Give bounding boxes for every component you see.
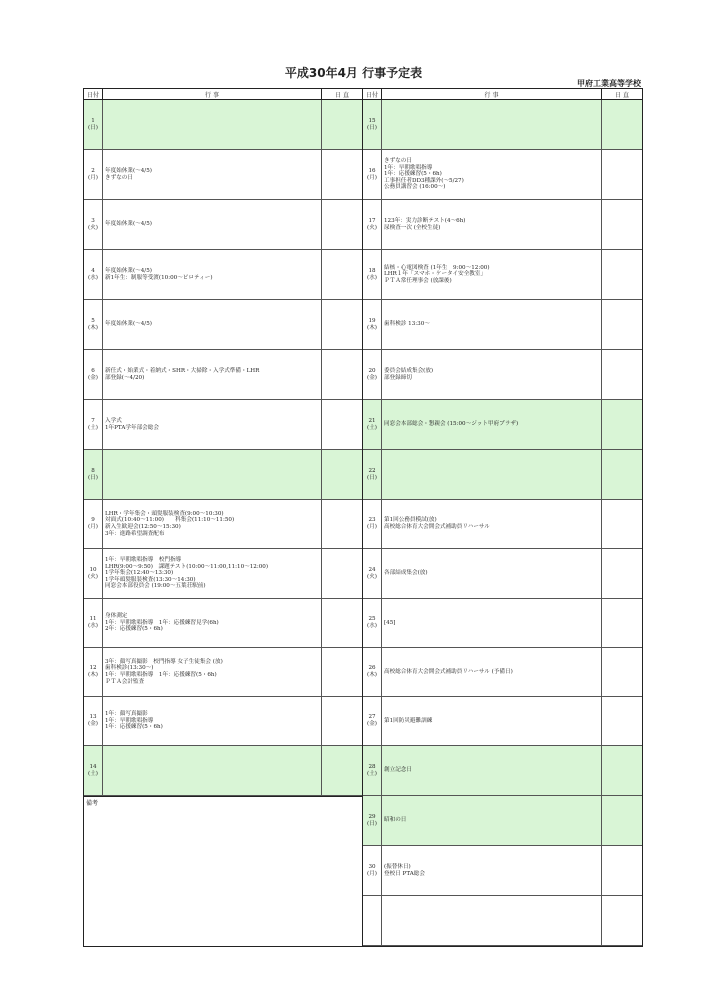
event-cell [103,746,322,795]
duty-cell [322,400,362,449]
date-cell [363,846,382,895]
event-cell [382,746,602,795]
weekday: (火) [367,224,377,231]
event-line: 1年：顔写真撮影 [105,711,148,718]
day-number: 15 [368,117,376,124]
event-cell [103,648,322,696]
duty-cell [602,746,642,795]
left-rows [84,100,362,796]
duty-cell [602,150,642,199]
event-line: LHR・学年集会・頭髪服装検査(9:00～10:30) [105,510,224,517]
date-cell [84,150,103,199]
date-cell [84,200,103,249]
event-line: 歯科検診(13:30～) [105,665,154,672]
duty-cell [322,300,362,349]
event-line: 創立記念日 [384,767,412,774]
event-line: きずなの日 [105,174,133,181]
header-event: 行 事 [103,89,322,99]
table-row [84,746,362,796]
event-line: 部登録(～4/20) [105,374,145,381]
event-cell [382,300,602,349]
event-cell [382,697,602,745]
event-cell [103,250,322,299]
header-event: 行 事 [382,89,602,99]
event-line: 第1回防災避難訓練 [384,717,433,724]
event-line: 身体測定 [105,613,128,620]
event-cell [103,450,322,499]
date-cell [363,300,382,349]
event-cell [103,697,322,745]
weekday: (日) [88,474,98,481]
event-line: 1年：応援練習(5・6h) [105,724,163,731]
event-line: 新1年生：制服等受渡(10:00～ピロティー) [105,274,213,281]
event-cell [382,500,602,548]
table-row [363,846,642,896]
date-cell [84,350,103,399]
event-line: 年度始休業(～4/5) [105,267,152,274]
duty-cell [602,200,642,249]
date-cell [363,648,382,696]
date-cell [363,896,382,945]
event-line: 新入生歓迎会(12:50～15:30) [105,524,181,530]
duty-cell [602,400,642,449]
table-row [84,549,362,599]
table-row [363,746,642,796]
table-row [363,648,642,697]
duty-cell [602,549,642,598]
date-cell [363,200,382,249]
date-cell [363,450,382,499]
weekday: (火) [88,573,98,580]
table-row [363,250,642,300]
day-number: 17 [368,217,376,224]
table-row [84,697,362,746]
day-number: 27 [368,714,376,721]
duty-cell [602,896,642,945]
event-cell [382,100,602,149]
duty-cell [322,250,362,299]
date-cell [84,500,103,548]
event-line: きずなの日 [384,158,412,165]
table-row [84,350,362,400]
event-line: 部登録締切 [384,374,412,381]
event-line: 歯科検診 13:30～ [384,321,430,328]
table-row [363,796,642,846]
event-line: 入学式 [105,417,122,424]
duty-cell [602,648,642,696]
table-row [363,500,642,549]
weekday: (木) [88,324,98,331]
duty-cell [602,250,642,299]
school-name: 甲府工業高等学校 [577,79,641,88]
weekday: (水) [367,623,377,629]
table-row [363,896,642,946]
header-duty: 日 直 [335,91,349,99]
duty-cell [602,300,642,349]
schedule-table-left [83,88,363,947]
event-line: 委員会結成集会(放) [384,367,434,374]
day-number: 10 [89,566,97,573]
weekday: (火) [367,573,377,580]
event-line: 1年PTA学年部会総会 [105,424,159,431]
duty-cell [602,100,642,149]
event-cell [103,150,322,199]
table-row [363,150,642,200]
table-row [363,400,642,450]
table-header [363,89,642,100]
day-number: 7 [91,417,95,424]
date-cell [363,150,382,199]
day-number: 12 [89,665,97,672]
day-number: 16 [368,167,376,174]
weekday: (月) [88,174,98,181]
date-cell [84,746,103,795]
event-cell [382,450,602,499]
day-number: 22 [368,467,376,474]
table-row [84,100,362,150]
day-number: 24 [368,566,376,573]
day-number: 1 [91,117,95,124]
weekday: (土) [367,770,377,777]
weekday: (金) [88,374,98,381]
duty-cell [322,200,362,249]
date-cell [84,599,103,647]
duty-cell [322,500,362,548]
weekday: (日) [367,124,377,131]
table-row [363,100,642,150]
weekday: (木) [367,672,377,678]
event-line: 各部結成集会(放) [384,570,428,577]
duty-cell [602,796,642,845]
event-line: 同窓会本部役員会 (19:00～五葉荘駅前) [105,583,206,590]
weekday: (日) [88,124,98,131]
event-cell [103,350,322,399]
weekday: (金) [367,374,377,381]
table-row [84,599,362,648]
event-line: 1年：早朝歌唱指導 [105,717,154,724]
day-number: 26 [368,665,376,672]
day-number: 6 [91,367,95,374]
table-row [84,648,362,697]
date-cell [84,250,103,299]
day-number: 23 [368,517,376,524]
table-row [363,450,642,500]
weekday: (木) [88,672,98,678]
day-number: 11 [89,616,97,623]
day-number: 20 [368,367,376,374]
day-number: 13 [89,714,97,721]
date-cell [84,549,103,598]
date-cell [363,350,382,399]
day-number: 3 [91,217,95,224]
table-row [363,200,642,250]
event-line: [45] [384,619,396,626]
table-row [363,549,642,599]
event-cell [382,796,602,845]
event-line: 123年：実力診断テスト(4～6h) [384,217,466,224]
event-line: 対面式(10:40～11:00) 科集会(11:10～11:50) [105,517,235,524]
weekday: (水) [88,623,98,629]
duty-cell [322,150,362,199]
event-line: 年度始休業(～4/5) [105,221,152,228]
date-cell [363,746,382,795]
day-number: 19 [368,317,376,324]
event-line: 年度始休業(～4/5) [105,167,152,174]
duty-cell [602,846,642,895]
weekday: (日) [367,474,377,481]
event-cell [382,896,602,945]
day-number: 9 [91,517,95,524]
event-line: 1年：早朝歌唱指導 1年：応援練習(5・6h) [105,672,217,678]
event-line: 1年：応援練習(5・6h) [384,171,442,178]
event-line: 結核・心電図検査 (1年生 9:00～12:00) [384,264,490,271]
table-row [363,300,642,350]
duty-cell [322,100,362,149]
table-row [84,500,362,549]
event-line: ＰＴＡ常任理事会 (放課後) [384,277,452,284]
event-line: 第1回公務員模試(放) [384,517,437,524]
notes-area [84,796,362,946]
duty-cell [602,450,642,499]
duty-cell [322,648,362,696]
weekday: (木) [367,324,377,331]
duty-cell [602,500,642,548]
event-cell [103,549,322,598]
table-row [84,250,362,300]
duty-cell [602,697,642,745]
event-cell [382,250,602,299]
weekday: (月) [367,870,377,877]
date-cell [363,500,382,548]
event-line: 1年：早朝歌唱指導 [384,164,433,171]
date-cell [363,549,382,598]
day-number: 18 [368,267,376,274]
event-line: 1学年頭髪服装検査(13:30～14:30) [105,576,196,583]
date-cell [84,450,103,499]
right-rows [363,100,642,946]
event-cell [103,100,322,149]
event-cell [382,150,602,199]
date-cell [84,648,103,696]
event-line: LHR１年「スマホ・ケータイ安全教室」 [384,271,487,278]
table-row [84,150,362,200]
event-line: 昭和の日 [384,817,407,824]
event-line: 3年：顔写真撮影 校門指導 女子生徒集会 (放) [105,658,223,665]
table-header [84,89,362,100]
weekday: (月) [367,524,377,530]
header-date: 日付 [84,89,103,99]
event-line: 高校総合体育大会開会式補助員リハーサル (予備日) [384,668,513,675]
event-cell [103,200,322,249]
table-row [84,300,362,350]
day-number: 25 [368,616,376,623]
event-cell [382,200,602,249]
weekday: (火) [88,224,98,231]
duty-cell [322,599,362,647]
date-cell [363,796,382,845]
page-title: 平成30年4月 行事予定表 [284,66,423,80]
event-cell [382,400,602,449]
date-cell [84,400,103,449]
table-row [363,599,642,648]
date-cell [363,400,382,449]
duty-cell [322,697,362,745]
event-cell [103,500,322,548]
date-cell [363,599,382,647]
event-line: 2年：応援練習(5・6h) [105,626,163,633]
event-cell [382,549,602,598]
table-row [363,350,642,400]
event-line: 1年：早朝歌唱指導 1年：応援練習見学(6h) [105,619,219,626]
day-number: 21 [368,417,376,424]
duty-cell [602,599,642,647]
weekday: (日) [367,820,377,827]
table-row [363,697,642,746]
day-number: 4 [91,267,95,274]
header-duty: 日 直 [615,91,629,99]
duty-cell [322,450,362,499]
table-row [84,400,362,450]
schedule-table-right [363,88,643,947]
day-number: 28 [368,763,376,770]
event-line: LHR(9:00～9:50) 課題テスト(10:00～11:00,11:10～12:00) [105,563,269,570]
weekday: (水) [367,274,377,281]
weekday: (金) [367,721,377,727]
duty-cell [322,549,362,598]
event-line: 新任式・始業式・着納式・SHR・大掃除・入学式準備・LHR [105,367,260,374]
event-line: 1年：早朝歌唱指導 校門指導 [105,557,182,564]
day-number: 29 [368,813,376,820]
event-line: 公務員講習会 (16:00～) [384,184,446,191]
event-line: 1学年集会(12:40～13:30) [105,570,174,577]
day-number: 2 [91,167,95,174]
day-number: 30 [368,863,376,870]
weekday: (土) [88,770,98,777]
table-row [84,200,362,250]
table-row [84,450,362,500]
event-cell [103,400,322,449]
date-cell [84,697,103,745]
weekday: (金) [88,721,98,727]
weekday: (月) [88,524,98,530]
event-line: ＰＴＡ会計監査 [105,678,145,685]
event-cell [382,350,602,399]
weekday: (土) [88,424,98,431]
event-cell [103,300,322,349]
event-line: 工事担任者DD3種課外(～5/27) [384,177,464,184]
weekday: (土) [367,424,377,431]
event-line: 尿検査一次 (全校生徒) [384,224,441,231]
date-cell [363,100,382,149]
event-line: 高校総合体育大会開会式補助員リハーサル [384,524,490,530]
event-cell [103,599,322,647]
event-cell [382,648,602,696]
day-number: 8 [91,467,95,474]
event-cell [382,599,602,647]
day-number: 5 [91,317,95,324]
date-cell [363,250,382,299]
event-line: 年度始休業(～4/5) [105,321,152,328]
date-cell [84,300,103,349]
date-cell [84,100,103,149]
date-cell [363,697,382,745]
duty-cell [322,746,362,795]
duty-cell [322,350,362,399]
event-line: 同窓会本部総会・懇親会 (15:00～ジット甲府プラザ) [384,421,519,428]
notes-label: 備考 [86,800,99,807]
event-cell [382,846,602,895]
day-number: 14 [89,763,97,770]
event-line: (振替休日) [384,863,411,870]
weekday: (月) [367,174,377,181]
event-line: 登校日 PTA総会 [384,870,425,877]
header-date: 日付 [363,89,382,99]
event-line: 3年：進路希望調査配布 [105,530,165,537]
duty-cell [602,350,642,399]
weekday: (水) [88,274,98,281]
